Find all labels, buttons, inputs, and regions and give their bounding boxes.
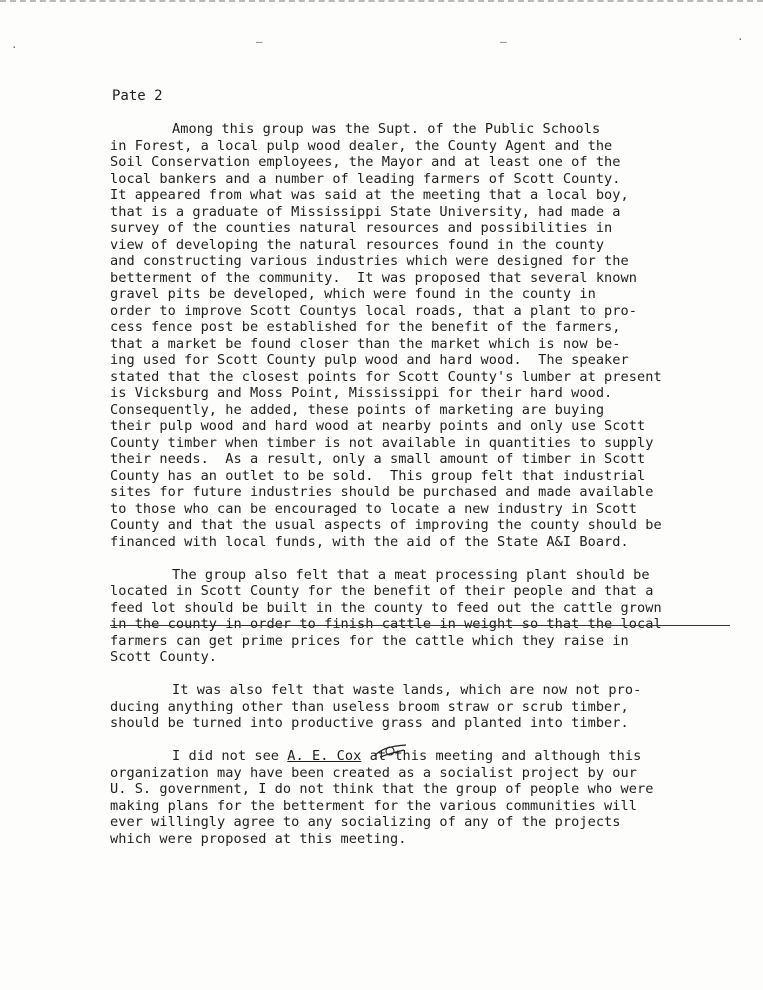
text-line: cess fence post be established for the benefit of the farmers,	[110, 319, 621, 335]
text-line: ducing anything other than useless broom straw or scrub timber,	[110, 698, 629, 715]
text-line: that a market be found closer than the market which is now be-	[110, 335, 621, 352]
scan-mark: —	[256, 35, 263, 48]
paragraph-gap	[110, 666, 730, 683]
paragraph-gap	[110, 732, 730, 749]
paragraph-1	[110, 121, 730, 550]
text-line: stated that the closest points for Scott County's lumber at present	[110, 368, 662, 385]
text-line: organization may have been created as a socialist project by our	[110, 764, 637, 781]
handwritten-mark	[370, 742, 410, 762]
text-line: their pulp wood and hard wood at nearby points and only use Scott	[110, 418, 646, 434]
text-line: It appeared from what was said at the meeting that a local boy,	[110, 187, 629, 203]
text-line	[110, 748, 730, 765]
text-line: Soil Conservation employees, the Mayor and at least one of the	[110, 154, 621, 170]
text-line: and constructing various industries which were designed for the	[110, 253, 629, 269]
paragraph-gap	[110, 550, 730, 567]
text-line: Consequently, he added, these points of marketing are buying	[110, 401, 605, 418]
paragraph-3	[110, 682, 730, 732]
scan-speck: ·	[737, 33, 744, 46]
text-line: survey of the counties natural resources and possibilities in	[110, 220, 613, 236]
paragraph-4	[110, 748, 730, 847]
text-line: sites for future industries should be purchased and made available	[110, 484, 654, 500]
page-label: Pate 2	[112, 88, 163, 104]
text-line: to those who can be encouraged to locate a new industry in Scott	[110, 500, 637, 517]
text-line: farmers can get prime prices for the cattle which they raise in	[110, 632, 629, 649]
letter-body	[110, 121, 730, 847]
text-line: Scott County.	[110, 649, 218, 665]
text-line: financed with local funds, with the aid of the State A&I Board.	[110, 533, 629, 550]
text-line: County timber when timber is not available in quantities to supply	[110, 434, 654, 451]
text-line: view of developing the natural resources found in the county	[110, 236, 605, 253]
text-line: local bankers and a number of leading farmers of Scott County.	[110, 170, 621, 187]
text-fragment: at this meeting and although this	[361, 748, 642, 764]
scan-speck: ·	[11, 41, 18, 54]
text-line: is Vicksburg and Moss Point, Mississippi for their hard wood.	[110, 385, 613, 401]
text-line-struck: in the county in order to finish cattle in weight so that the local	[110, 616, 730, 633]
text-line: It was also felt that waste lands, which are now not pro-	[172, 682, 642, 698]
text-line: County and that the usual aspects of improving the county should be	[110, 517, 662, 533]
text-line: gravel pits be developed, which were found in the county in	[110, 286, 596, 302]
text-fragment: I did not see	[172, 748, 288, 764]
text-line: ever willingly agree to any socializing of any of the projects	[110, 814, 621, 830]
text-line: U. S. government, I do not think that the group of people who were	[110, 781, 654, 797]
text-line: feed lot should be built in the county to feed out the cattle grown	[110, 599, 662, 616]
text-line: located in Scott County for the benefit of their people and that a	[110, 583, 654, 599]
underlined-name: A. E. Cox	[287, 748, 362, 764]
text-line: Among this group was the Supt. of the Public Schools	[172, 121, 601, 137]
text-line: County has an outlet to be sold. This group felt that industrial	[110, 467, 646, 484]
paragraph-2	[110, 567, 730, 666]
text-line: which were proposed at this meeting.	[110, 830, 407, 847]
text-line: that is a graduate of Mississippi State University, had made a	[110, 203, 621, 220]
scan-mark: —	[500, 35, 507, 48]
text-line: The group also felt that a meat processing plant should be	[172, 566, 650, 583]
perforated-top-edge	[0, 0, 763, 6]
text-line: should be turned into productive grass and planted into timber.	[110, 715, 629, 731]
text-line: making plans for the betterment for the various communities will	[110, 797, 637, 814]
text-line: in Forest, a local pulp wood dealer, the County Agent and the	[110, 137, 613, 154]
text-line: ing used for Scott County pulp wood and hard wood. The speaker	[110, 352, 629, 368]
text-line: their needs. As a result, only a small amount of timber in Scott	[110, 451, 646, 467]
text-line: order to improve Scott Countys local roads, that a plant to pro-	[110, 302, 637, 319]
text-line: betterment of the community. It was proposed that several known	[110, 269, 637, 286]
